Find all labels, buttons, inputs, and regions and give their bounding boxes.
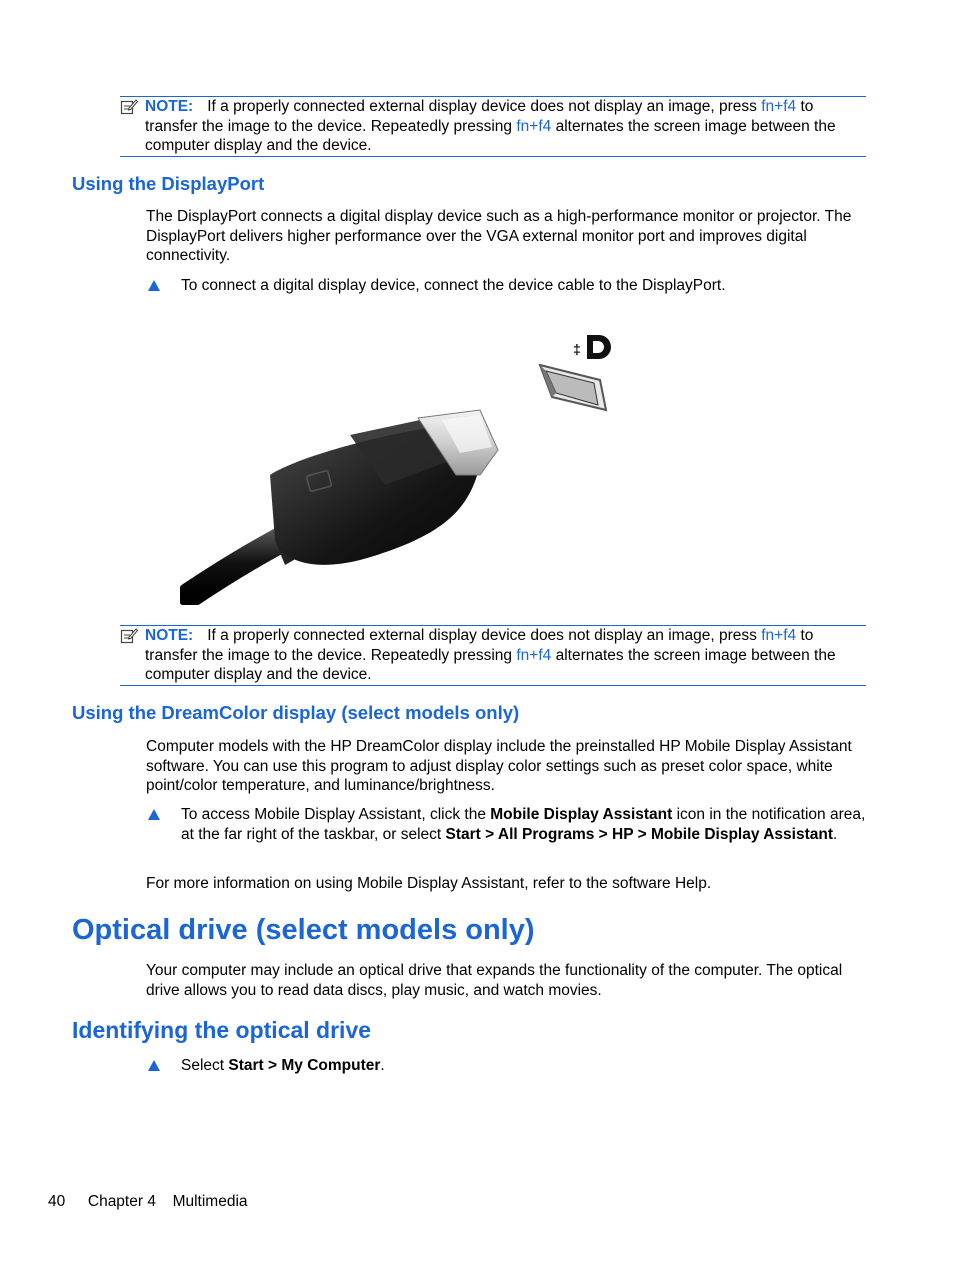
- triangle-bullet-icon: [148, 1060, 160, 1071]
- triangle-bullet-icon: [148, 809, 160, 820]
- section-heading-displayport: Using the DisplayPort: [72, 173, 265, 194]
- key-fn-f4: fn+f4: [761, 627, 797, 644]
- bullet-bold-text: Start > All Programs > HP > Mobile Display Assistant: [445, 825, 833, 843]
- bullet-text-part: icon in the notification area, at the far right of the taskbar, or select: [181, 806, 866, 843]
- dreamcolor-bullet: [146, 805, 868, 844]
- section-heading-identify: Identifying the optical drive: [72, 1017, 372, 1043]
- note-text-part: to transfer the image to the device. Repeatedly pressing: [145, 627, 814, 664]
- key-fn-f4: fn+f4: [516, 646, 552, 664]
- note-label: NOTE:: [145, 627, 194, 644]
- note-text-part: alternates the screen image between the computer display and the device.: [145, 117, 836, 154]
- displayport-cable-illustration: [180, 325, 640, 605]
- note-text-part: to transfer the image to the device. Repeatedly pressing: [145, 98, 814, 135]
- displayport-port-icon: [540, 365, 606, 410]
- dreamcolor-paragraph: Computer models with the HP DreamColor display include the preinstalled HP Mobile Display Assistant software. You can use this program to adjust display color settings such as preset color space, white point/color temperature, and luminance/brightness.: [146, 738, 852, 794]
- note-text: [145, 626, 866, 685]
- identify-bullet: [146, 1056, 868, 1076]
- bullet-text: [181, 805, 868, 844]
- key-fn-f4: fn+f4: [516, 117, 552, 135]
- displayport-paragraph: The DisplayPort connects a digital display device such as a high-performance monitor or projector. The DisplayPort delivers higher performance over the VGA external monitor port and improves digital connectivity.: [146, 208, 852, 264]
- note-pencil-icon: [120, 627, 138, 645]
- bullet-text: [181, 1056, 868, 1076]
- note-text-part: If a properly connected external display device does not display an image, press: [207, 627, 762, 644]
- displayport-logo-icon: [573, 335, 611, 359]
- bullet-bold-text: Start > My Computer: [228, 1057, 381, 1074]
- footer-chapter: Chapter 4: [87, 1193, 156, 1210]
- page-footer: [48, 1193, 248, 1211]
- bullet-text-part: To access Mobile Display Assistant, click the: [181, 806, 491, 823]
- svg-text:‡: ‡: [573, 341, 581, 357]
- triangle-bullet-icon: [148, 280, 160, 291]
- note-text-part: If a properly connected external display device does not display an image, press: [207, 98, 762, 115]
- page-number: 40: [48, 1193, 66, 1210]
- note-text-part: alternates the screen image between the computer display and the device.: [145, 646, 836, 683]
- key-fn-f4: fn+f4: [761, 98, 797, 115]
- note-box: [120, 625, 866, 686]
- bullet-text: To connect a digital display device, connect the device cable to the DisplayPort.: [181, 277, 726, 294]
- chapter-section-heading-optical: Optical drive (select models only): [72, 914, 535, 946]
- bullet-text-part: .: [833, 825, 838, 843]
- optical-paragraph: Your computer may include an optical drive that expands the functionality of the computer. The optical drive allows you to read data discs, play music, and watch movies.: [146, 962, 843, 999]
- bullet-bold-text: Mobile Display Assistant: [490, 806, 673, 823]
- note-label: NOTE:: [145, 98, 194, 115]
- bullet-text-part: .: [380, 1057, 385, 1074]
- dreamcolor-more-info: For more information on using Mobile Display Assistant, refer to the software Help.: [146, 875, 712, 892]
- note-box: [120, 96, 866, 157]
- displayport-bullet: [146, 276, 868, 296]
- section-heading-dreamcolor: Using the DreamColor display (select models only): [72, 702, 520, 723]
- bullet-text-part: Select: [181, 1057, 229, 1074]
- note-text: [145, 97, 866, 156]
- footer-title: Multimedia: [172, 1193, 248, 1210]
- note-pencil-icon: [120, 98, 138, 116]
